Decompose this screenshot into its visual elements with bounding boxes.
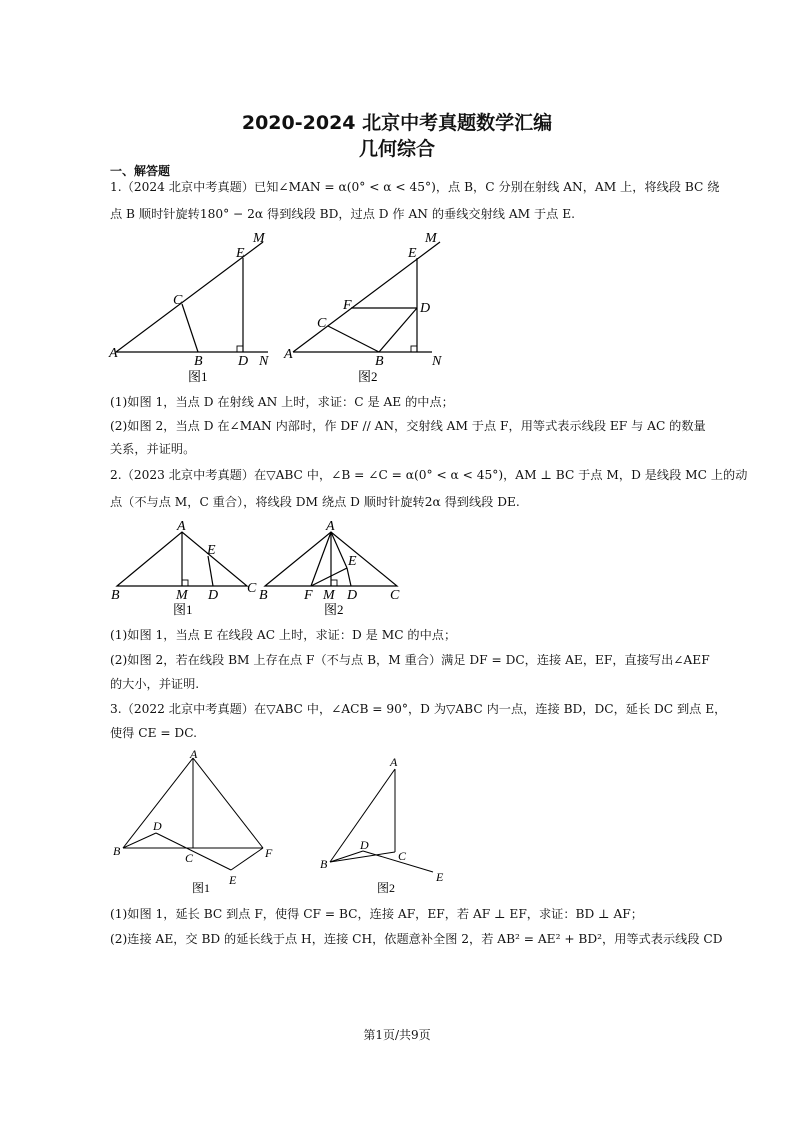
label-B: B — [194, 354, 203, 369]
fig-line-bc — [328, 326, 379, 352]
label-E: E — [229, 873, 237, 887]
label-C: C — [185, 851, 194, 865]
figure-caption: 图1 — [188, 369, 208, 384]
problem3-part1: (1)如图 1，延长 BC 到点 F，使得 CF = BC，连接 AF，EF，若 AF ⊥ EF，求证：BD ⊥ AF； — [110, 907, 643, 921]
label-D: D — [238, 354, 249, 369]
page-title: 2020-2024 北京中考真题数学汇编 — [241, 112, 553, 134]
fig-line-am — [293, 242, 440, 352]
label-B: B — [111, 588, 120, 603]
problem2-line1: 2.（2023 北京中考真题）在▽ABC 中，∠B = ∠C = α(0° < α < 45°)，AM ⊥ BC 于点 M，D 是线段 MC 上的动 — [110, 468, 748, 482]
problem3-line1: 3.（2022 北京中考真题）在▽ABC 中，∠ACB = 90°，D 为▽ABC 内一点，连接 BD，DC，延长 DC 到点 E， — [110, 702, 727, 716]
fig-line-bd — [330, 851, 363, 862]
problem3-figure2 — [315, 744, 460, 896]
fig-line-bd — [123, 833, 156, 848]
label-A: A — [177, 519, 186, 534]
label-A: A — [109, 346, 118, 361]
problem1-part2-line1: (2)如图 2，当点 D 在∠MAN 内部时，作 DF // AN，交射线 AM 于点 F，用等式表示线段 EF 与 AC 的数量 — [110, 419, 706, 433]
label-D: D — [360, 838, 369, 852]
label-E: E — [207, 543, 216, 558]
label-M: M — [323, 588, 335, 603]
label-C: C — [317, 316, 327, 331]
label-A: A — [190, 747, 198, 761]
problem1-line1: 1.（2024 北京中考真题）已知∠MAN = α(0° < α < 45°)，点 B，C 分别在射线 AN，AM 上，将线段 BC 绕 — [110, 180, 720, 194]
right-angle-mark — [237, 346, 243, 352]
label-D: D — [153, 819, 162, 833]
problem1-figure2 — [280, 228, 450, 386]
problem3-line2: 使得 CE = DC. — [110, 726, 197, 740]
label-N: N — [259, 354, 269, 369]
figure-caption: 图1 — [192, 881, 211, 895]
problem3-figure1 — [108, 744, 283, 896]
fig-line-ef — [231, 848, 263, 870]
label-D: D — [208, 588, 219, 603]
label-A: A — [284, 347, 293, 362]
figure-caption: 图1 — [173, 602, 193, 617]
section-heading: 一、解答题 — [110, 164, 171, 178]
label-A: A — [390, 755, 398, 769]
label-B: B — [259, 588, 268, 603]
problem1-part2-line2: 关系，并证明。 — [110, 442, 196, 456]
fig-line-bc — [182, 304, 198, 352]
label-B: B — [113, 844, 121, 858]
problem3-part2-line1: (2)连接 AE，交 BD 的延长线于点 H，连接 CH，依题意补全图 2，若 AB² = AE² + BD²，用等式表示线段 CD — [110, 932, 723, 946]
figure-caption: 图2 — [324, 602, 344, 617]
label-B: B — [375, 354, 384, 369]
label-D: D — [347, 588, 358, 603]
label-N: N — [432, 354, 442, 369]
right-angle-mark — [182, 580, 188, 586]
problem1-part1: (1)如图 1，当点 D 在射线 AN 上时，求证：C 是 AE 的中点； — [110, 395, 454, 409]
fig-line-bc — [330, 852, 395, 862]
label-F: F — [304, 588, 313, 603]
problem1-figure1 — [105, 228, 275, 386]
label-D: D — [420, 301, 431, 316]
label-B: B — [320, 857, 328, 871]
label-M: M — [425, 231, 437, 246]
label-E: E — [408, 246, 417, 261]
fig-line-ae — [331, 532, 347, 568]
problem1-line2: 点 B 顺时针旋转180° − 2α 得到线段 BD，过点 D 作 AN 的垂线交射线 AM 于点 E. — [110, 207, 576, 221]
label-A: A — [326, 519, 335, 534]
problem2-part1: (1)如图 1，当点 E 在线段 AC 上时，求证：D 是 MC 的中点； — [110, 628, 457, 642]
right-angle-mark — [331, 580, 337, 586]
page-subtitle: 几何综合 — [358, 138, 435, 160]
label-F: F — [343, 298, 352, 313]
label-M: M — [253, 231, 265, 246]
fig-line-af — [193, 758, 263, 848]
fig-line-de — [347, 568, 351, 586]
label-C: C — [173, 293, 183, 308]
problem2-part2-line2: 的大小，并证明. — [110, 677, 200, 691]
problem2-figure1 — [105, 516, 265, 618]
problem2-figure2 — [255, 516, 415, 618]
label-F: F — [265, 846, 273, 860]
figure-caption: 图2 — [377, 881, 396, 895]
label-C: C — [390, 588, 400, 603]
label-C: C — [398, 849, 407, 863]
problem2-line2: 点（不与点 M，C 重合），将线段 DM 绕点 D 顺时针旋转2α 得到线段 DE. — [110, 495, 520, 509]
label-E: E — [348, 554, 357, 569]
label-M: M — [176, 588, 188, 603]
fig-line-bd — [379, 308, 417, 352]
right-angle-mark — [411, 346, 417, 352]
fig-line-de — [208, 556, 213, 586]
label-E: E — [236, 246, 245, 261]
figure-caption: 图2 — [358, 369, 378, 384]
page-number: 第1页/共9页 — [363, 1028, 431, 1042]
label-C: C — [247, 581, 257, 596]
problem2-part2-line1: (2)如图 2，若在线段 BM 上存在点 F（不与点 B，M 重合）满足 DF = DC，连接 AE，EF，直接写出∠AEF — [110, 653, 710, 667]
label-E: E — [436, 870, 444, 884]
